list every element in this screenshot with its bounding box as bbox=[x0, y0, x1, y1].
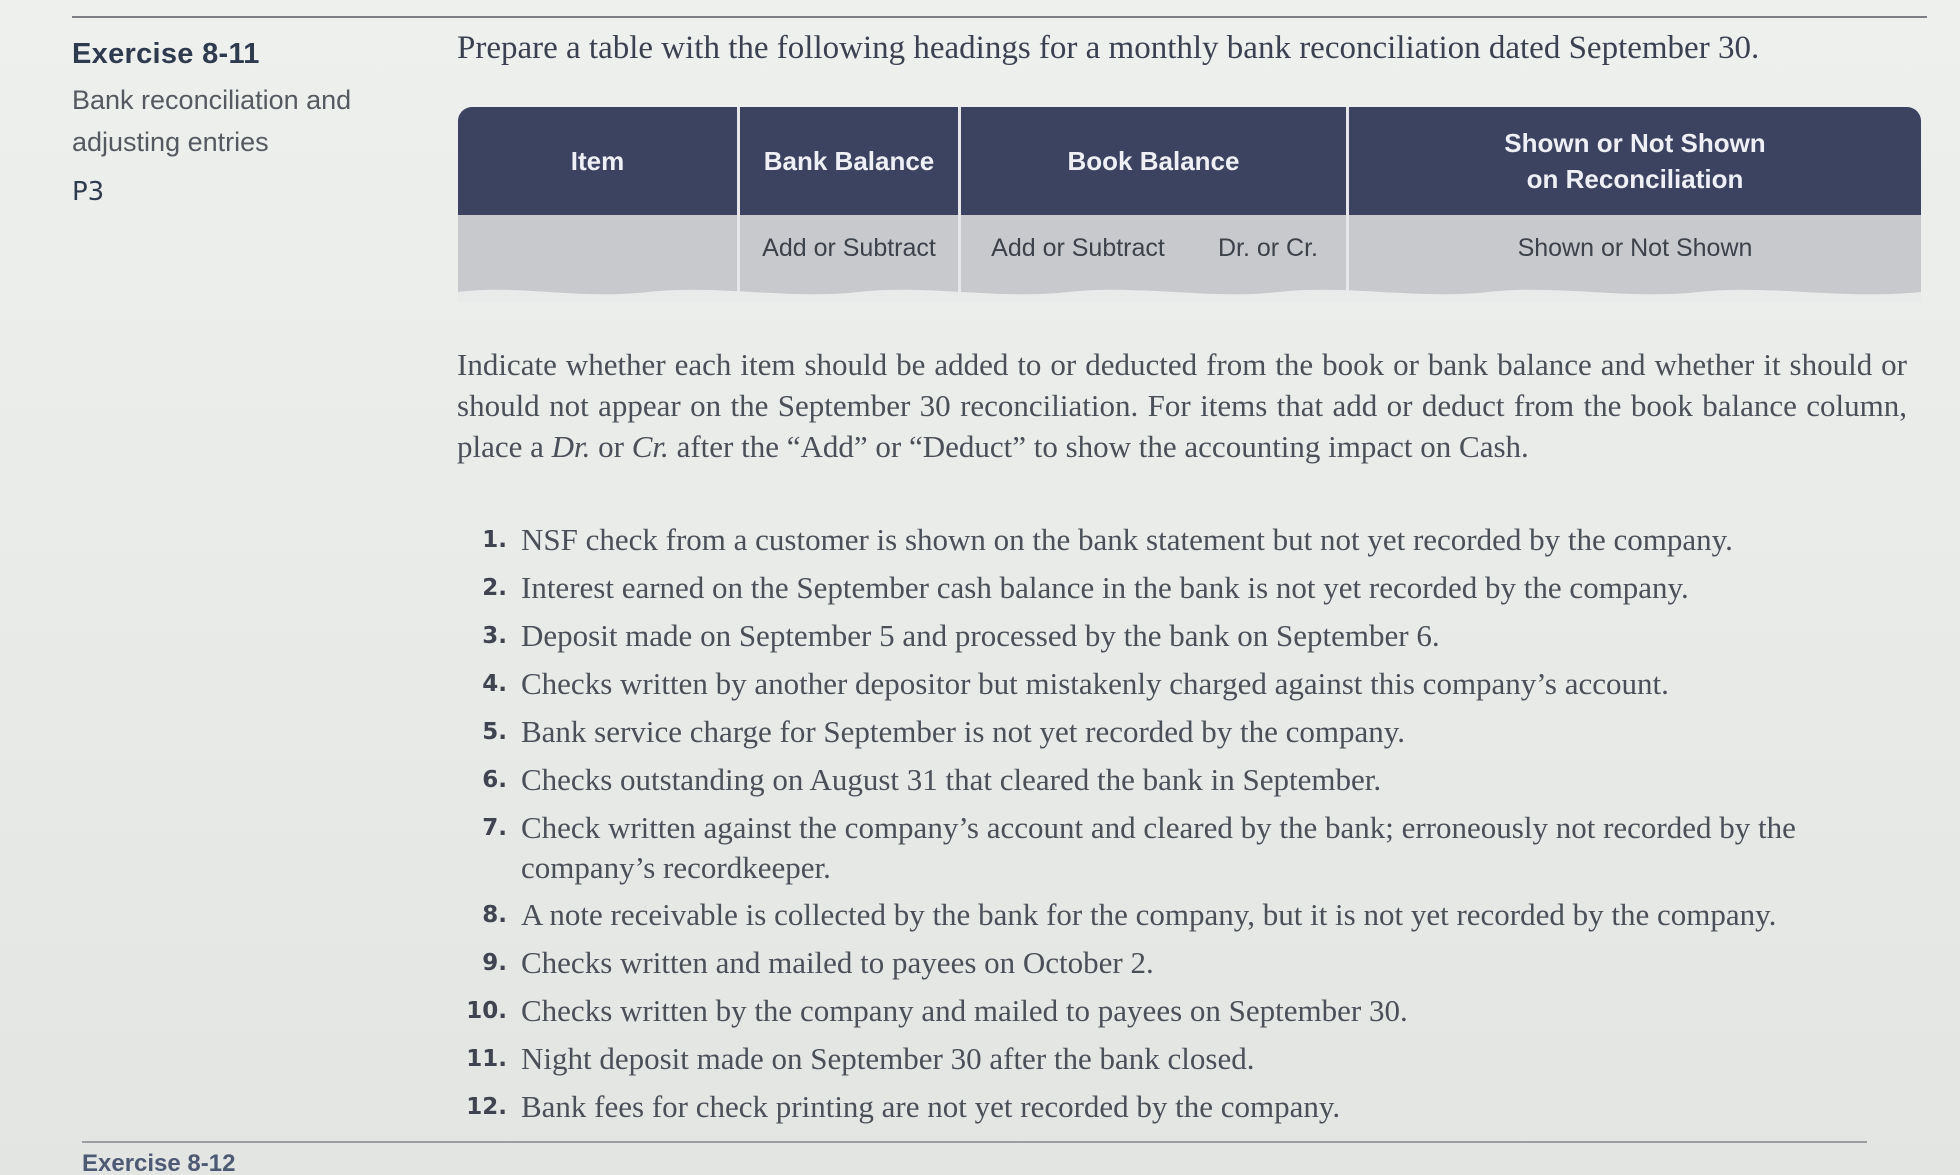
list-item bbox=[457, 943, 1907, 983]
item-text: Deposit made on September 5 and processed by the bank on September 6. bbox=[521, 618, 1440, 653]
torn-edge-decoration bbox=[458, 282, 1921, 302]
list-item bbox=[457, 760, 1907, 800]
header-shown bbox=[1349, 125, 1921, 197]
header-shown-line2: on Reconciliation bbox=[1526, 164, 1744, 194]
list-item bbox=[457, 895, 1907, 935]
list-item bbox=[457, 520, 1907, 560]
instructions-part2: after the “Add” or “Deduct” to show the accounting impact on Cash. bbox=[668, 429, 1529, 464]
item-text: Bank service charge for September is not yet recorded by the company. bbox=[521, 714, 1406, 749]
item-text: NSF check from a customer is shown on the bank statement but not yet recorded by the company. bbox=[521, 522, 1733, 557]
item-number: 5. bbox=[482, 719, 507, 745]
top-rule bbox=[72, 16, 1927, 18]
item-number: 11. bbox=[466, 1046, 507, 1072]
item-number: 2. bbox=[482, 575, 507, 601]
list-item bbox=[457, 808, 1907, 888]
item-number: 1. bbox=[482, 527, 507, 553]
list-item bbox=[457, 1087, 1907, 1127]
subheader-book-add-subtract: Add or Subtract bbox=[991, 234, 1165, 262]
bottom-rule bbox=[82, 1141, 1867, 1143]
item-text: Check written against the company’s account and cleared by the bank; erroneously not recorded by the company’s recordkeeper. bbox=[521, 810, 1796, 885]
item-number: 4. bbox=[482, 671, 507, 697]
exercise-intro: Prepare a table with the following headings for a monthly bank reconciliation dated September 30. bbox=[457, 30, 1760, 66]
item-list bbox=[457, 520, 1907, 1135]
instructions-paragraph bbox=[457, 344, 1907, 467]
subheader-dr-cr: Dr. or Cr. bbox=[1217, 234, 1318, 262]
instructions-or: or bbox=[590, 429, 632, 464]
header-book-balance: Book Balance bbox=[1067, 146, 1240, 176]
column-divider bbox=[737, 107, 740, 302]
item-number: 3. bbox=[482, 623, 507, 649]
item-number: 10. bbox=[466, 998, 507, 1024]
item-number: 12. bbox=[466, 1094, 507, 1120]
list-item bbox=[457, 568, 1907, 608]
list-item bbox=[457, 1039, 1907, 1079]
learning-objective: P3 bbox=[72, 177, 105, 207]
list-item bbox=[457, 991, 1907, 1031]
item-text: A note receivable is collected by the bank for the company, but it is not yet recorded by the company. bbox=[521, 897, 1777, 932]
item-text: Night deposit made on September 30 after the bank closed. bbox=[521, 1041, 1255, 1076]
item-number: 7. bbox=[482, 815, 507, 841]
item-text: Checks written and mailed to payees on October 2. bbox=[521, 945, 1154, 980]
item-text: Checks written by another depositor but mistakenly charged against this company’s account. bbox=[521, 666, 1669, 701]
item-text: Bank fees for check printing are not yet recorded by the company. bbox=[521, 1089, 1341, 1124]
instructions-part1: Indicate whether each item should be added to or deducted from the book or bank balance and whether it should or should not appear on the September 30 reconciliation. For items that add or deduct from the book balance column, place a bbox=[457, 347, 1907, 464]
list-item bbox=[457, 712, 1907, 752]
column-divider bbox=[958, 107, 961, 302]
subheader-bank-add-subtract: Add or Subtract bbox=[762, 234, 936, 262]
header-shown-line1: Shown or Not Shown bbox=[1504, 128, 1766, 158]
exercise-title: Exercise 8-11 bbox=[72, 38, 260, 70]
item-text: Checks written by the company and mailed to payees on September 30. bbox=[521, 993, 1408, 1028]
item-number: 6. bbox=[482, 767, 507, 793]
exercise-topic: Bank reconciliation and adjusting entries bbox=[72, 85, 352, 157]
item-text: Interest earned on the September cash balance in the bank is not yet recorded by the company. bbox=[521, 570, 1689, 605]
header-item: Item bbox=[570, 146, 625, 176]
subheader-shown: Shown or Not Shown bbox=[1517, 234, 1753, 262]
item-number: 9. bbox=[482, 950, 507, 976]
exercise-sidebar bbox=[72, 38, 392, 207]
item-text: Checks outstanding on August 31 that cleared the bank in September. bbox=[521, 762, 1382, 797]
list-item bbox=[457, 664, 1907, 704]
list-item bbox=[457, 616, 1907, 656]
item-number: 8. bbox=[482, 902, 507, 928]
next-exercise-title: Exercise 8-12 bbox=[82, 1150, 236, 1175]
reconciliation-heading-table bbox=[458, 107, 1921, 302]
instructions-dr: Dr. bbox=[551, 429, 591, 464]
header-bank-balance: Bank Balance bbox=[763, 146, 935, 176]
instructions-cr: Cr. bbox=[631, 429, 669, 464]
